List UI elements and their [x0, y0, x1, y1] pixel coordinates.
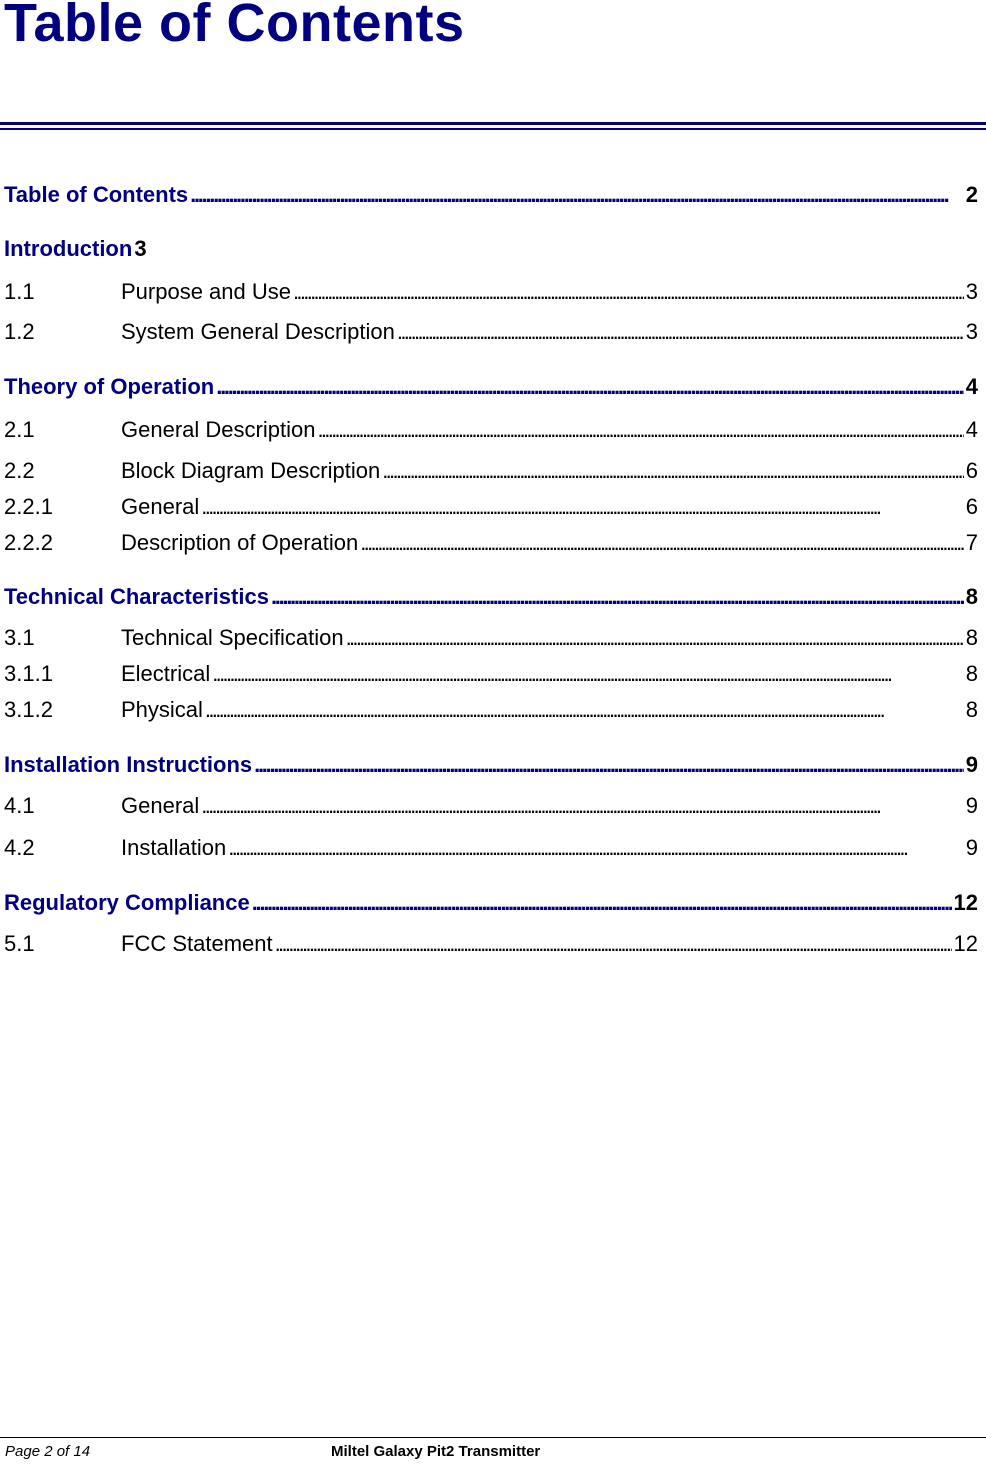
toc-entry[interactable] [4, 833, 978, 863]
toc-entry[interactable] [4, 456, 978, 486]
page-title: Table of Contents [4, 0, 465, 53]
toc-leader [190, 180, 964, 210]
toc-entry-page: 7 [965, 530, 978, 555]
toc-leader [271, 582, 964, 612]
toc-entry-page: 3 [965, 279, 978, 304]
toc-leader [201, 492, 963, 522]
toc-entry-page: 8 [965, 661, 978, 686]
toc-entry-page: 9 [965, 793, 978, 818]
toc-entry-label: Description of Operation [121, 530, 359, 555]
toc-entry[interactable] [4, 659, 978, 689]
toc-entry-number: 5.1 [4, 931, 35, 956]
toc-leader [216, 372, 964, 402]
toc-entry[interactable] [4, 234, 978, 264]
toc-leader [397, 317, 964, 347]
toc-entry-label: General Description [121, 417, 316, 442]
toc-leader [275, 929, 952, 959]
toc-entry[interactable] [4, 277, 978, 307]
toc-entry-number: 3.1.2 [4, 697, 53, 722]
toc-entry-number: 2.2.2 [4, 530, 53, 555]
toc-entry[interactable] [4, 372, 978, 402]
toc-entry-page: 8 [965, 584, 978, 609]
toc-entry-page: 3 [965, 319, 978, 344]
toc-entry-label: General [121, 793, 200, 818]
toc-entry-label: Regulatory Compliance [4, 890, 250, 915]
toc-entry-label: Technical Characteristics [4, 584, 269, 609]
footer-divider [0, 1437, 986, 1438]
toc-entry[interactable] [4, 582, 978, 612]
toc-entry-label: Electrical [121, 661, 211, 686]
toc-entry[interactable] [4, 317, 978, 347]
toc-leader [201, 791, 963, 821]
toc-entry-label: Physical [121, 697, 203, 722]
toc-entry-page: 8 [965, 697, 978, 722]
toc-entry-number: 4.1 [4, 793, 35, 818]
toc-entry-page: 3 [134, 236, 147, 261]
toc-entry-label: General [121, 494, 200, 519]
toc-entry-page: 8 [965, 625, 978, 650]
toc-entry-page: 4 [965, 374, 978, 399]
footer-document-title: Miltel Galaxy Pit2 Transmitter [331, 1443, 541, 1460]
toc-leader [293, 277, 964, 307]
toc-entry-page: 9 [965, 752, 978, 777]
toc-entry-label: Table of Contents [4, 182, 189, 207]
toc-entry-label: Introduction [4, 236, 133, 261]
toc-entry-label: Theory of Operation [4, 374, 215, 399]
toc-entry-page: 4 [965, 417, 978, 442]
toc-entry[interactable] [4, 492, 978, 522]
toc-entry-label: Technical Specification [121, 625, 344, 650]
title-divider-thick [0, 122, 986, 125]
footer-page-number: Page 2 of 14 [5, 1443, 91, 1460]
toc-entry[interactable] [4, 888, 978, 918]
toc-leader [317, 415, 963, 445]
toc-entry-page: 12 [953, 931, 978, 956]
toc-entry-number: 3.1.1 [4, 661, 53, 686]
toc-entry[interactable] [4, 791, 978, 821]
toc-entry[interactable] [4, 623, 978, 653]
toc-leader [346, 623, 964, 653]
toc-leader [360, 528, 964, 558]
toc-entry-number: 1.2 [4, 319, 35, 344]
toc-entry[interactable] [4, 695, 978, 725]
toc-entry[interactable] [4, 929, 978, 959]
toc-entry-number: 1.1 [4, 279, 35, 304]
toc-entry[interactable] [4, 750, 978, 780]
toc-leader [228, 833, 964, 863]
toc-leader [252, 888, 952, 918]
toc-entry-label: Installation [121, 835, 227, 860]
toc-entry-number: 2.1 [4, 417, 35, 442]
toc-entry-page: 6 [965, 494, 978, 519]
toc-entry-page: 2 [965, 182, 978, 207]
toc-entry-label: FCC Statement [121, 931, 273, 956]
toc-entry-label: Purpose and Use [121, 279, 291, 304]
toc-entry-number: 4.2 [4, 835, 35, 860]
toc-entry-number: 2.2.1 [4, 494, 53, 519]
toc-entry-label: Block Diagram Description [121, 458, 381, 483]
toc-leader [205, 695, 964, 725]
toc-entry-number: 3.1 [4, 625, 35, 650]
toc-entry-label: System General Description [121, 319, 395, 344]
toc-entry[interactable] [4, 180, 978, 210]
toc-entry[interactable] [4, 415, 978, 445]
toc-leader [212, 659, 964, 689]
toc-entry-page: 12 [953, 890, 978, 915]
toc-entry-page: 9 [965, 835, 978, 860]
toc-leader [382, 456, 964, 486]
toc-entry-label: Installation Instructions [4, 752, 253, 777]
toc-entry-number: 2.2 [4, 458, 35, 483]
toc-leader [254, 750, 964, 780]
title-divider-thin [0, 128, 986, 130]
toc-entry-page: 6 [965, 458, 978, 483]
toc-entry[interactable] [4, 528, 978, 558]
